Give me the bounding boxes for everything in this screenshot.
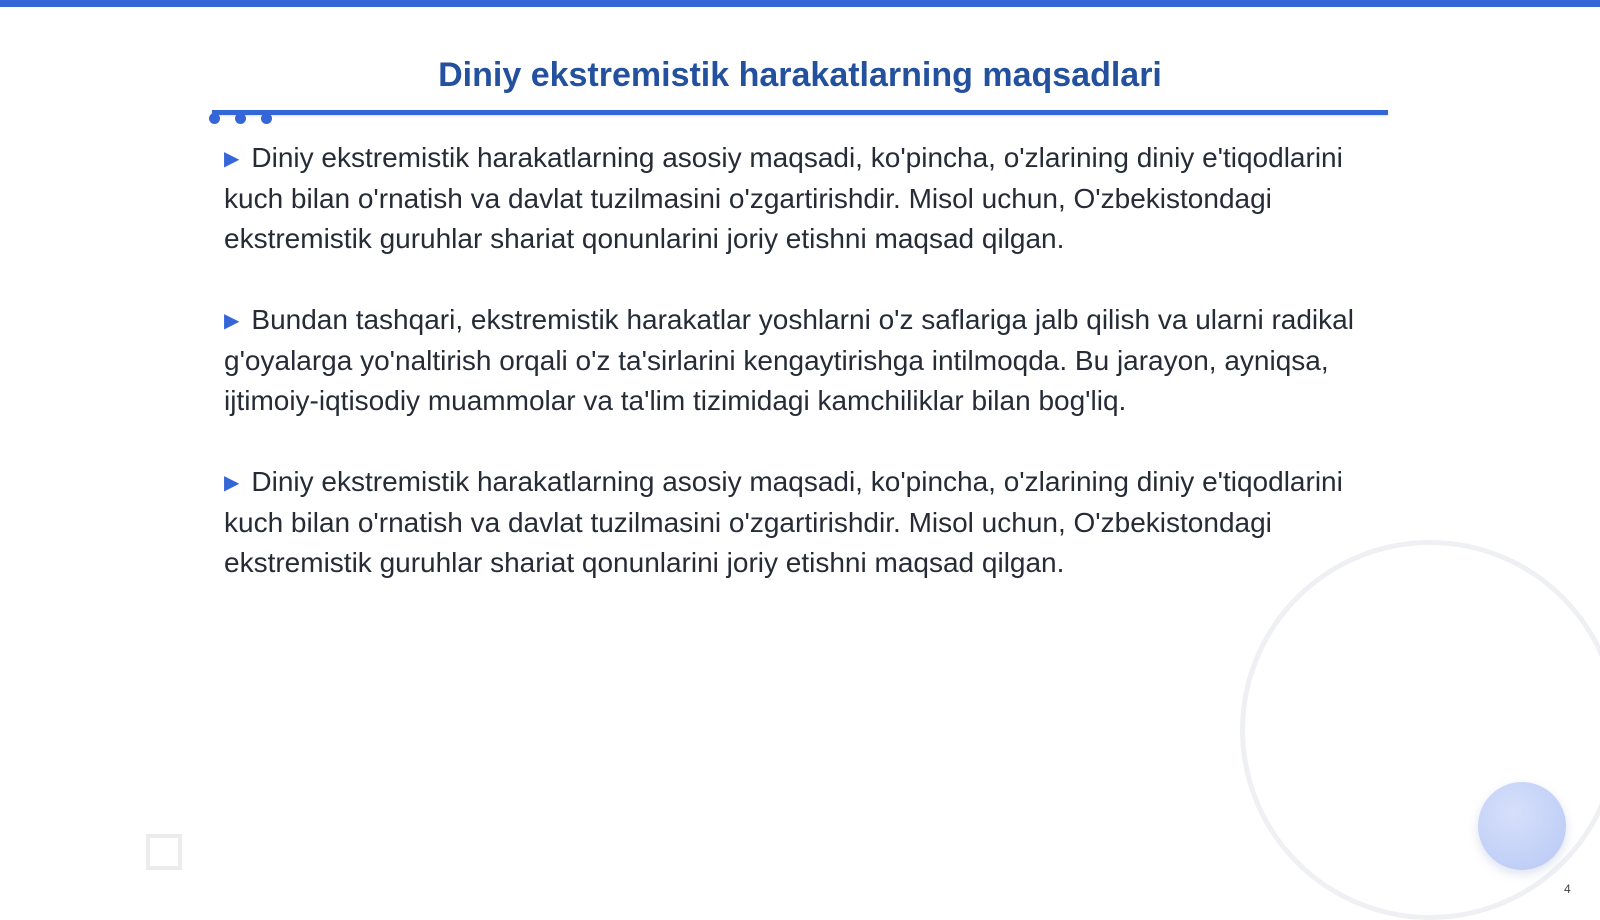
decorative-circle — [1478, 782, 1566, 870]
bullet-paragraph — [224, 462, 1374, 583]
bullet-paragraph — [224, 138, 1374, 259]
slide-body — [224, 138, 1374, 624]
triangle-bullet-icon: ▶ — [224, 310, 240, 332]
paragraph-text: Bundan tashqari, ekstremistik harakatlar yoshlarni o'z saflariga jalb qilish va ularni radikal g'oyalarga yo'naltirish orqali o'z ta'sirlarini kengaytirishga intilmoqda. Bu jarayon, ayniqsa, ijtimoiy-iqtisodiy muammolar va ta'lim tizimidagi kamchiliklar bilan bog'liq. — [224, 304, 1354, 416]
bullet-paragraph — [224, 300, 1374, 421]
title-underline — [212, 110, 1388, 115]
triangle-bullet-icon: ▶ — [224, 472, 240, 494]
decorative-dot — [261, 113, 272, 124]
decorative-dot — [209, 113, 220, 124]
paragraph-text: Diniy ekstremistik harakatlarning asosiy maqsadi, ko'pincha, o'zlarining diniy e'tiqodlarini kuch bilan o'rnatish va davlat tuzilmasini o'zgartirishdir. Misol uchun, O'zbekistondagi ekstremistik guruhlar shariat qonunlarini joriy etishni maqsad qilgan. — [224, 466, 1343, 578]
slide-title: Diniy ekstremistik harakatlarning maqsadlari — [438, 56, 1162, 94]
page-number: 4 — [1564, 882, 1571, 896]
top-accent-bar — [0, 0, 1600, 7]
paragraph-text: Diniy ekstremistik harakatlarning asosiy maqsadi, ko'pincha, o'zlarining diniy e'tiqodlarini kuch bilan o'rnatish va davlat tuzilmasini o'zgartirishdir. Misol uchun, O'zbekistondagi ekstremistik guruhlar shariat qonunlarini joriy etishni maqsad qilgan. — [224, 142, 1343, 254]
decorative-square — [146, 834, 182, 870]
triangle-bullet-icon: ▶ — [224, 148, 240, 170]
decorative-dot — [235, 113, 246, 124]
